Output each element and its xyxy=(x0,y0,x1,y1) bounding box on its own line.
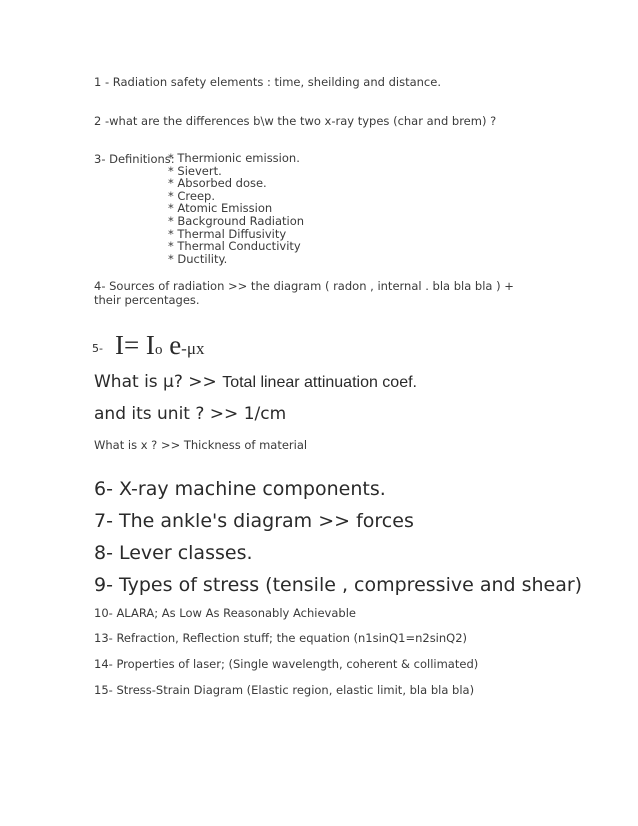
item-5-mu xyxy=(94,372,417,392)
definition-item: * Sievert. xyxy=(168,163,222,178)
definition-item: * Thermal Conductivity xyxy=(168,239,301,254)
item-8: 8- Lever classes. xyxy=(94,542,253,564)
definition-item: * Ductility. xyxy=(168,251,228,266)
definition-item: * Thermal Diffusivity xyxy=(168,226,287,241)
item-2: 2 -what are the differences b\w the two x-ray types (char and brem) ? xyxy=(94,114,497,128)
mu-answer: Total linear attinuation coef. xyxy=(222,374,417,391)
mu-question: What is μ? >> xyxy=(94,372,223,392)
definition-item: * Atomic Emission xyxy=(168,201,273,216)
definition-item: * Creep. xyxy=(168,188,216,203)
item-3-label: 3- Definitions: xyxy=(94,152,175,166)
item-10: 10- ALARA; As Low As Reasonably Achievable xyxy=(94,606,356,620)
item-5-x: What is x ? >> Thickness of material xyxy=(94,438,308,452)
item-6: 6- X-ray machine components. xyxy=(94,478,386,500)
item-13: 13- Refraction, Reflection stuff; the equation (n1sinQ1=n2sinQ2) xyxy=(94,631,468,645)
item-4: 4- Sources of radiation >> the diagram ( radon , internal . bla bla bla ) + their percentages. xyxy=(94,279,514,307)
definition-item: * Thermionic emission. xyxy=(168,151,300,165)
definition-item: * Background Radiation xyxy=(168,213,305,228)
attenuation-equation xyxy=(92,330,204,361)
equation-e: e xyxy=(162,330,182,360)
definition-item: * Absorbed dose. xyxy=(168,176,267,191)
equation-exponent: -μx xyxy=(181,339,205,358)
item-7: 7- The ankle's diagram >> forces xyxy=(94,510,414,532)
definitions-list xyxy=(168,152,304,265)
item-9: 9- Types of stress (tensile , compressive and shear) xyxy=(94,574,583,596)
item-5-unit: and its unit ? >> 1/cm xyxy=(94,404,287,424)
item-14: 14- Properties of laser; (Single wavelength, coherent & collimated) xyxy=(94,657,479,671)
item-1: 1 - Radiation safety elements : time, sheilding and distance. xyxy=(94,75,441,89)
equation-subscript: o xyxy=(154,342,163,358)
equation-lhs: I= I xyxy=(114,330,155,360)
item-5-number: 5- xyxy=(92,342,103,355)
item-15: 15- Stress-Strain Diagram (Elastic region, elastic limit, bla bla bla) xyxy=(94,683,475,697)
